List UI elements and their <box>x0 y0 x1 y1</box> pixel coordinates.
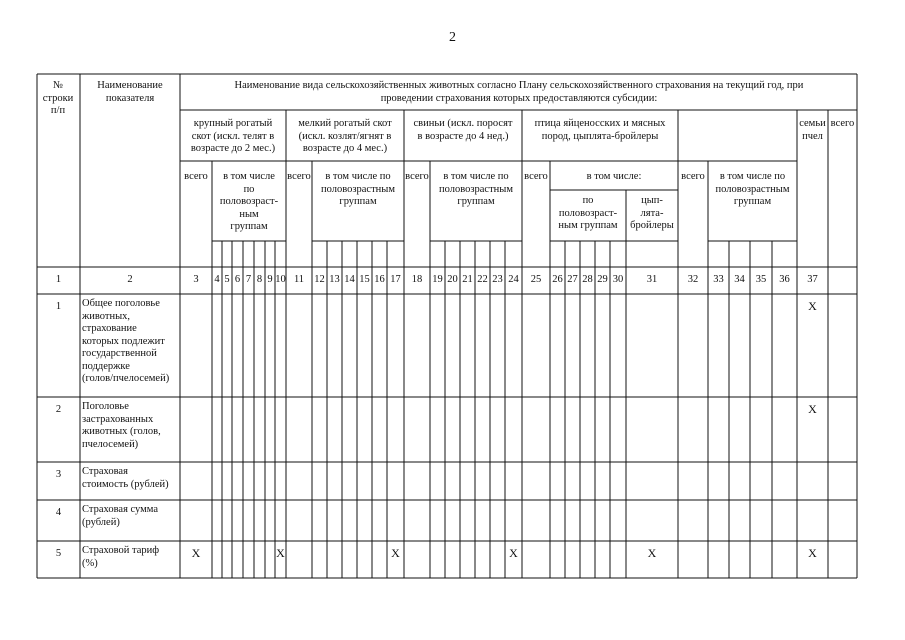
column-number: 31 <box>646 274 658 285</box>
row-label: Страховая стоимость (рублей) <box>82 466 169 490</box>
column-number: 13 <box>329 274 340 285</box>
header-other-total: всего <box>681 171 705 182</box>
header-other-age-groups: в том числе по половозрастным группам <box>715 171 790 207</box>
header-poultry: птица яйценосских и мясных пород, цыплята-бройлеры <box>534 118 666 142</box>
header-poultry-age-groups: по половозраст- ным группам <box>558 195 618 231</box>
page-number: 2 <box>449 30 456 45</box>
column-number: 5 <box>224 274 230 285</box>
row-label: Общее поголовье животных, страхование которых подлежит государственной поддержке (голов/пчелосемей) <box>82 298 170 384</box>
header-pigs: свиньи (искл. поросят в возрасте до 4 нед.) <box>413 118 513 142</box>
column-number: 29 <box>597 274 608 285</box>
column-number: 6 <box>234 274 241 285</box>
header-row-number: № строки п/п <box>42 80 74 116</box>
column-number: 11 <box>293 274 305 285</box>
row-number: 3 <box>55 469 62 480</box>
column-number: 4 <box>214 274 220 285</box>
column-number: 25 <box>530 274 542 285</box>
column-number: 20 <box>447 274 458 285</box>
row-number: 4 <box>55 507 62 518</box>
cell-mark: X <box>509 546 518 560</box>
header-indicator-name: Наименование показателя <box>97 80 163 104</box>
column-number: 33 <box>713 274 724 285</box>
column-number: 10 <box>275 274 286 285</box>
cell-mark: X <box>391 546 400 560</box>
row-number: 2 <box>55 404 62 415</box>
cell-mark: X <box>647 546 657 560</box>
column-number: 34 <box>734 274 745 285</box>
header-poultry-including: в том числе: <box>586 171 642 182</box>
column-number: 18 <box>411 274 423 285</box>
column-number: 21 <box>462 274 473 285</box>
cell-mark: X <box>276 546 285 560</box>
header-small-cattle-total: всего <box>287 171 311 182</box>
header-cattle-total: всего <box>184 171 208 182</box>
row-label: Страховой тариф (%) <box>82 545 160 569</box>
column-number: 24 <box>508 274 519 285</box>
row-label: Страховая сумма (рублей) <box>82 504 159 528</box>
column-number: 28 <box>582 274 593 285</box>
column-number: 8 <box>256 274 263 285</box>
column-number: 16 <box>374 274 385 285</box>
row-number: 1 <box>55 301 62 312</box>
column-number: 37 <box>807 274 818 285</box>
row-number: 5 <box>55 548 62 559</box>
header-cattle: крупный рогатый скот (искл. телят в возрасте до 2 мес.) <box>190 118 276 154</box>
header-animal-types-title: Наименование вида сельскохозяйственных животных согласно Плану сельскохозяйственного страхования на текущий год, при проведении страхования которых предоставляются субсидии: <box>234 80 804 104</box>
cell-mark: X <box>808 402 817 416</box>
column-number: 3 <box>193 274 199 285</box>
column-number: 30 <box>612 274 624 285</box>
column-number: 14 <box>344 274 355 285</box>
header-pigs-age-groups: в том числе по половозрастным группам <box>439 171 513 207</box>
column-number: 12 <box>314 274 325 285</box>
header-small-cattle: мелкий рогатый скот (искл. козлят/ягнят в возрасте до 4 мес.) <box>298 118 392 154</box>
column-number: 19 <box>432 274 443 285</box>
column-number: 36 <box>779 274 790 285</box>
column-number: 26 <box>552 274 563 285</box>
column-number: 1 <box>55 274 62 285</box>
cell-mark: X <box>808 546 817 560</box>
column-number: 27 <box>567 274 578 285</box>
column-number: 9 <box>267 274 273 285</box>
header-pigs-total: всего <box>405 171 429 182</box>
header-broilers: цып- лята- бройлеры <box>630 195 674 231</box>
header-poultry-total: всего <box>524 171 548 182</box>
column-number: 15 <box>359 274 370 285</box>
cell-mark: X <box>808 299 817 313</box>
column-number: 22 <box>477 274 488 285</box>
column-number: 2 <box>127 274 133 285</box>
column-number: 32 <box>687 274 699 285</box>
header-bee-colonies: семьи пчел <box>799 118 826 142</box>
column-number: 7 <box>245 274 252 285</box>
column-number: 35 <box>755 274 767 285</box>
row-label: Поголовье застрахованных животных (голов, пчелосемей) <box>82 401 161 450</box>
column-number: 17 <box>390 274 401 285</box>
header-small-cattle-age-groups: в том числе по половозрастным группам <box>321 171 395 207</box>
header-total-all: всего <box>830 118 855 129</box>
cell-mark: X <box>191 546 201 560</box>
column-number: 23 <box>492 274 503 285</box>
header-cattle-age-groups: в том числе по половозраст- ным группам <box>219 171 279 232</box>
